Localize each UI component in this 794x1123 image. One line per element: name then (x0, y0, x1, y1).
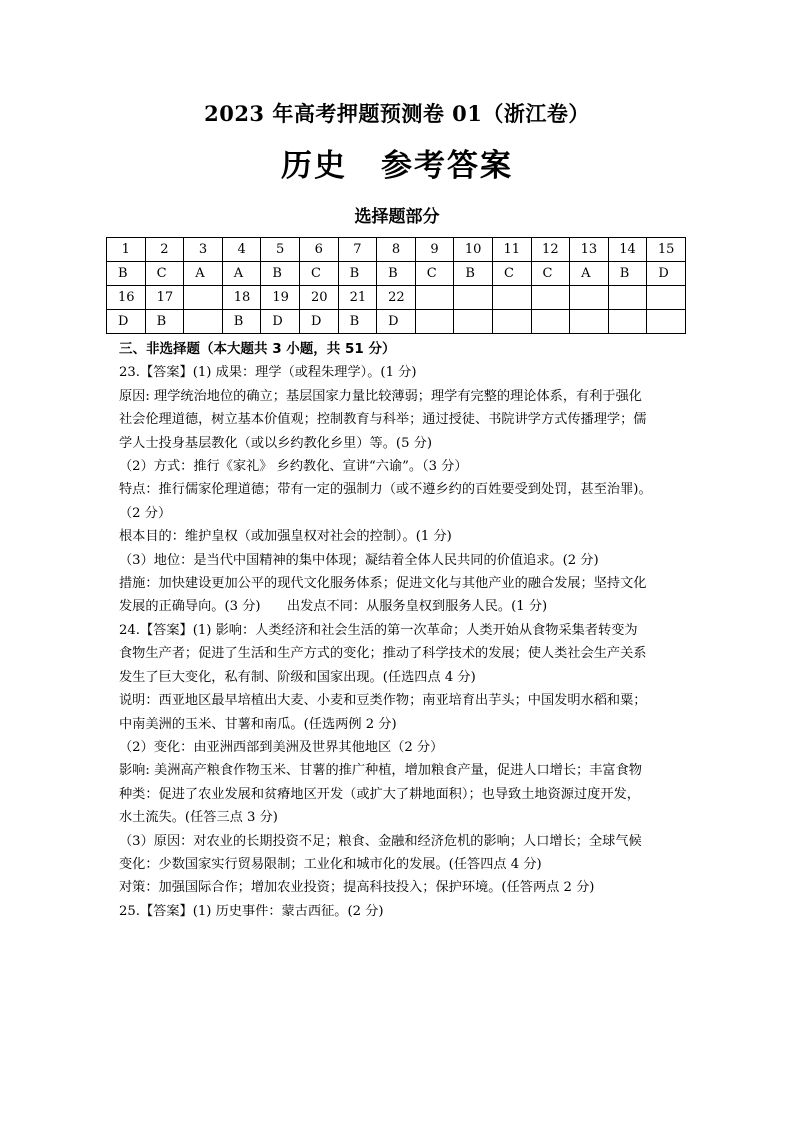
answer-row (107, 262, 686, 286)
table-cell: A (570, 262, 609, 286)
table-cell: D (261, 310, 300, 334)
answer-key-label: 参考答案 (381, 148, 513, 184)
table-cell (184, 286, 223, 310)
answer-line: 种类：促进了农业发展和贫瘠地区开发（或扩大了耕地面积）；也导致土地资源过度开发， (119, 786, 640, 802)
table-cell: 15 (647, 238, 686, 262)
table-cell: 22 (377, 286, 416, 310)
table-cell: 3 (184, 238, 223, 262)
table-cell: 9 (415, 238, 454, 262)
table-cell: C (492, 262, 531, 286)
document-title: 2023 年高考押题预测卷 01（浙江卷） (204, 101, 590, 126)
table-cell (492, 310, 531, 334)
table-cell: A (222, 262, 261, 286)
subject-label: 历史 (281, 148, 347, 184)
table-cell: B (107, 262, 146, 286)
table-cell (492, 286, 531, 310)
table-cell: 1 (107, 238, 146, 262)
answer-line: 影响: 美洲高产粮食作物玉米、甘薯的推广种植，增加粮食产量，促进人口增长；丰富食物 (119, 763, 642, 779)
table-cell: D (647, 262, 686, 286)
answer-line: 学人士投身基层教化（或以乡约教化乡里）等。(5 分) (119, 435, 432, 451)
table-cell: 14 (608, 238, 647, 262)
table-cell: B (338, 310, 377, 334)
table-cell (415, 310, 454, 334)
answer-line: 发生了巨大变化，私有制、阶级和国家出现。(任选四点 4 分) (119, 669, 476, 685)
answer-line: 特点：推行儒家伦理道德；带有一定的强制力（或不遵乡约的百姓要受到处罚，甚至治罪)。 (119, 482, 652, 498)
choice-section-title: 选择题部分 (354, 207, 440, 227)
table-cell: B (338, 262, 377, 286)
table-cell: 16 (107, 286, 146, 310)
table-cell: D (299, 310, 338, 334)
answer-line: 对策：加强国际合作；增加农业投资；提高科技投入；保护环境。(任答两点 2 分) (119, 880, 595, 896)
table-cell: D (377, 310, 416, 334)
answer-line: 水土流失。(任答三点 3 分) (119, 810, 278, 826)
table-cell: 4 (222, 238, 261, 262)
table-cell: B (261, 262, 300, 286)
table-cell: D (107, 310, 146, 334)
table-cell: 2 (145, 238, 184, 262)
table-cell: 13 (570, 238, 609, 262)
table-cell (184, 310, 223, 334)
table-cell (608, 310, 647, 334)
answer-line: 23.【答案】(1) 成果：理学（或程朱理学）。(1 分) (119, 365, 417, 381)
answer-row (107, 310, 686, 334)
table-cell: C (531, 262, 570, 286)
table-cell: 6 (299, 238, 338, 262)
table-cell (570, 286, 609, 310)
table-cell (454, 310, 493, 334)
answer-line: 原因: 理学统治地位的确立；基层国家力量比较薄弱；理学有完整的理论体系，有利于强化 (119, 388, 642, 404)
table-cell: 19 (261, 286, 300, 310)
table-cell: 8 (377, 238, 416, 262)
non-choice-section-title: 三、非选择题（本大题共 3 小题，共 51 分） (119, 341, 396, 357)
table-cell (454, 286, 493, 310)
answer-line: （2）方式：推行《家礼》 乡约教化、宣讲“六谕”。（3 分） (119, 459, 468, 475)
answer-line: （3）地位：是当代中国精神的集中体现；凝结着全体人民共同的价值追求。(2 分) (119, 552, 599, 568)
table-cell (608, 286, 647, 310)
answer-line: 中南美洲的玉米、甘薯和南瓜。(任选两例 2 分) (119, 716, 397, 732)
answer-line: 根本目的：维护皇权（或加强皇权对社会的控制）。(1 分) (119, 529, 452, 545)
answer-line: 发展的正确导向。(3 分) 出发点不同：从服务皇权到服务人民。(1 分) (119, 599, 548, 615)
table-cell: 12 (531, 238, 570, 262)
table-cell: 21 (338, 286, 377, 310)
answer-line: （3）原因：对农业的长期投资不足；粮食、金融和经济危机的影响；人口增长；全球气候 (119, 833, 642, 849)
answer-line: （2）变化：由亚洲西部到美洲及世界其他地区（2 分） (119, 739, 444, 755)
answer-lines (119, 361, 679, 923)
table-cell (647, 286, 686, 310)
answer-line: 24.【答案】(1) 影响：人类经济和社会生活的第一次革命；人类开始从食物采集者转变为 (119, 622, 638, 638)
answer-line: 措施：加快建设更加公平的现代文化服务体系；促进文化与其他产业的融合发展；坚持文化 (119, 576, 647, 592)
table-cell: B (377, 262, 416, 286)
question-number-row (107, 238, 686, 262)
answer-line: 变化：少数国家实行贸易限制；工业化和城市化的发展。(任答四点 4 分) (119, 856, 542, 872)
table-cell (570, 310, 609, 334)
answer-table-body (107, 238, 686, 334)
answer-line: （2 分） (119, 505, 172, 521)
table-cell: 18 (222, 286, 261, 310)
table-cell: B (145, 310, 184, 334)
answer-table (106, 237, 686, 334)
table-cell: 7 (338, 238, 377, 262)
table-cell (531, 310, 570, 334)
table-cell: 5 (261, 238, 300, 262)
answer-content (119, 338, 679, 923)
table-cell (415, 286, 454, 310)
table-cell: 17 (145, 286, 184, 310)
table-cell: C (415, 262, 454, 286)
table-cell: C (299, 262, 338, 286)
table-cell: 11 (492, 238, 531, 262)
table-cell: 20 (299, 286, 338, 310)
answer-line: 社会伦理道德，树立基本价值观；控制教育与科举；通过授徒、书院讲学方式传播理学；儒 (119, 412, 647, 428)
document-subject-heading (0, 140, 794, 185)
table-cell: C (145, 262, 184, 286)
question-number-row (107, 286, 686, 310)
table-cell: B (608, 262, 647, 286)
answer-line: 食物生产者；促进了生活和生产方式的变化；推动了科学技术的发展；使人类社会生产关系 (119, 646, 647, 662)
table-cell: B (222, 310, 261, 334)
table-cell: A (184, 262, 223, 286)
answer-line: 说明：西亚地区最早培植出大麦、小麦和豆类作物；南亚培育出芋头；中国发明水稻和粟； (119, 693, 647, 709)
table-cell: 10 (454, 238, 493, 262)
table-cell (647, 310, 686, 334)
answer-line: 25.【答案】(1) 历史事件：蒙古西征。(2 分) (119, 903, 384, 919)
table-cell (531, 286, 570, 310)
table-cell: B (454, 262, 493, 286)
